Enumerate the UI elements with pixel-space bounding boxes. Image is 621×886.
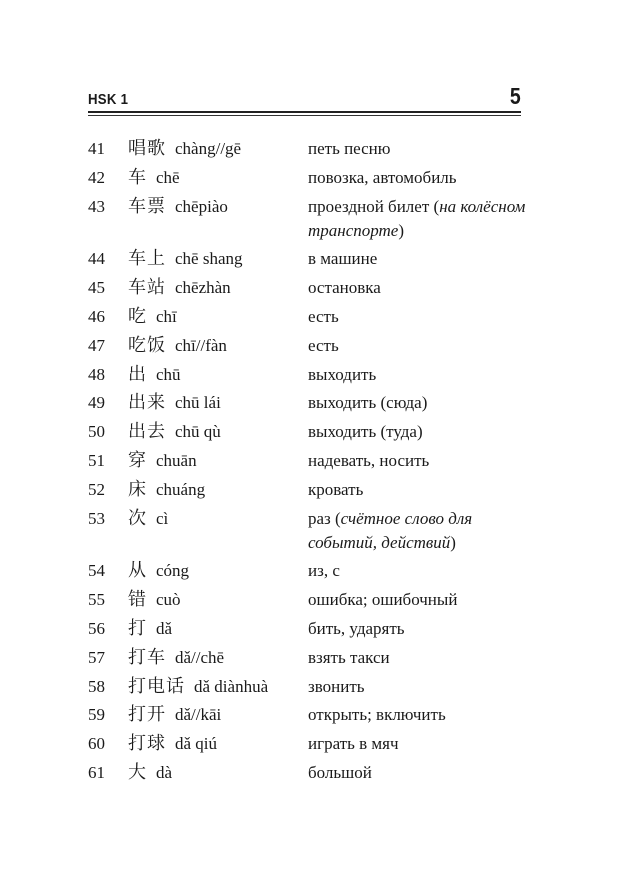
page-number: 5	[510, 83, 521, 109]
vocab-entry	[88, 478, 528, 507]
entry-hanzi: 车票	[128, 195, 166, 217]
entry-translation	[308, 703, 528, 727]
entry-number: 42	[88, 167, 105, 187]
entry-number: 48	[88, 364, 105, 384]
entry-pinyin: cuò	[156, 590, 181, 610]
translation-text: выходить	[308, 364, 377, 384]
entry-hanzi: 打球	[128, 733, 166, 755]
vocab-entry	[88, 588, 528, 617]
translation-note: счётное слово для событий, действий	[308, 508, 473, 552]
entry-translation	[308, 617, 528, 641]
translation-text: проездной билет (	[308, 196, 440, 216]
entry-pinyin: chuáng	[156, 479, 206, 499]
entry-hanzi: 大	[128, 761, 147, 783]
entry-pinyin: chū	[156, 364, 181, 384]
entry-translation	[308, 559, 528, 583]
entry-hanzi: 车上	[128, 248, 166, 270]
vocab-entry	[88, 363, 528, 392]
entry-number: 43	[88, 196, 105, 216]
translation-text: взять такси	[308, 647, 390, 667]
entry-number: 56	[88, 618, 105, 638]
entry-hanzi: 吃饭	[128, 334, 166, 356]
entry-translation	[308, 675, 528, 699]
entry-translation	[308, 507, 528, 555]
section-label: HSK 1	[88, 91, 129, 108]
entry-pinyin: dǎ qiú	[175, 734, 218, 754]
translation-text: остановка	[308, 278, 381, 298]
entry-hanzi: 错	[128, 589, 147, 611]
vocab-entry	[88, 732, 528, 761]
entry-pinyin: chuān	[156, 450, 197, 470]
translation-text: повозка, автомобиль	[308, 167, 457, 187]
vocab-entry	[88, 449, 528, 478]
entry-number: 44	[88, 249, 105, 269]
entry-number: 51	[88, 450, 105, 470]
entry-number: 57	[88, 647, 105, 667]
translation-text: в машине	[308, 249, 378, 269]
translation-closing: )	[450, 532, 456, 552]
entry-pinyin: dǎ diànhuà	[194, 676, 269, 696]
entry-hanzi: 次	[128, 507, 147, 529]
vocab-entry	[88, 420, 528, 449]
entry-hanzi: 车站	[128, 277, 166, 299]
entry-pinyin: dǎ	[156, 618, 173, 638]
entry-pinyin: dà	[156, 762, 173, 782]
entry-number: 60	[88, 734, 105, 754]
entry-pinyin: cóng	[156, 561, 190, 581]
entry-hanzi: 床	[128, 478, 147, 500]
vocab-entry	[88, 276, 528, 305]
entry-translation	[308, 646, 528, 670]
translation-text: петь песню	[308, 139, 391, 158]
translation-text: выходить (туда)	[308, 422, 423, 442]
entry-translation	[308, 761, 528, 785]
entry-translation	[308, 391, 528, 415]
entry-pinyin: chēzhàn	[175, 278, 231, 298]
header-rule-thin	[88, 115, 521, 116]
vocab-entry	[88, 166, 528, 195]
entry-translation	[308, 334, 528, 358]
vocab-entry	[88, 617, 528, 646]
translation-text: открыть; включить	[308, 705, 446, 725]
entry-translation	[308, 363, 528, 387]
entry-pinyin: chū lái	[175, 393, 221, 413]
vocab-entry	[88, 703, 528, 732]
entry-translation	[308, 195, 528, 243]
vocab-entry	[88, 761, 528, 790]
entry-translation	[308, 247, 528, 271]
translation-text: большой	[308, 762, 372, 782]
entry-translation	[308, 276, 528, 300]
entry-number: 52	[88, 479, 105, 499]
vocabulary-list	[88, 137, 528, 790]
entry-hanzi: 吃	[128, 305, 147, 327]
entry-number: 59	[88, 705, 105, 725]
entry-pinyin: chī//fàn	[175, 335, 227, 355]
entry-hanzi: 出去	[128, 421, 166, 443]
entry-translation	[308, 449, 528, 473]
entry-number: 41	[88, 139, 105, 158]
entry-hanzi: 打电话	[128, 675, 185, 697]
vocab-entry	[88, 646, 528, 675]
entry-translation	[308, 478, 528, 502]
entry-hanzi: 打	[128, 617, 147, 639]
vocab-entry	[88, 305, 528, 334]
entry-number: 49	[88, 393, 105, 413]
header-rule-thick	[88, 111, 521, 113]
translation-text: ошибка; ошибочный	[308, 590, 458, 610]
entry-hanzi: 车	[128, 166, 147, 188]
entry-number: 55	[88, 590, 105, 610]
translation-closing: )	[398, 220, 405, 240]
entry-translation	[308, 732, 528, 756]
entry-number: 53	[88, 508, 105, 528]
entry-number: 45	[88, 278, 105, 298]
vocab-entry	[88, 507, 528, 560]
entry-hanzi: 穿	[128, 449, 147, 471]
entry-number: 61	[88, 762, 105, 782]
entry-translation	[308, 305, 528, 329]
entry-translation	[308, 137, 528, 161]
running-header	[88, 82, 521, 112]
entry-number: 58	[88, 676, 105, 696]
vocab-entry	[88, 675, 528, 704]
vocab-entry	[88, 334, 528, 363]
entry-translation	[308, 420, 528, 444]
vocab-entry	[88, 559, 528, 588]
translation-text: выходить (сюда)	[308, 393, 428, 413]
entry-pinyin: chēpiào	[175, 196, 228, 216]
vocab-entry	[88, 391, 528, 420]
vocab-entry	[88, 247, 528, 276]
entry-pinyin: chē	[156, 167, 180, 187]
translation-text: надевать, носить	[308, 450, 430, 470]
entry-pinyin: dǎ//chē	[175, 647, 225, 667]
entry-translation	[308, 588, 528, 612]
translation-note: на колёсном транспорте	[308, 196, 526, 240]
entry-number: 47	[88, 335, 105, 355]
entry-number: 50	[88, 422, 105, 442]
entry-pinyin: chē shang	[175, 249, 243, 269]
entry-pinyin: chī	[156, 306, 177, 326]
entry-hanzi: 打开	[128, 704, 166, 726]
translation-text: из, с	[308, 561, 340, 581]
entry-number: 54	[88, 561, 105, 581]
entry-hanzi: 从	[128, 560, 147, 582]
entry-translation	[308, 166, 528, 190]
entry-hanzi: 出	[128, 363, 147, 385]
translation-text: есть	[308, 335, 339, 355]
translation-text: играть в мяч	[308, 734, 399, 754]
entry-number: 46	[88, 306, 105, 326]
entry-pinyin: cì	[156, 508, 169, 528]
translation-text: раз (	[308, 508, 341, 528]
vocab-entry	[88, 195, 528, 248]
entry-hanzi: 唱歌	[128, 138, 166, 159]
translation-text: кровать	[308, 479, 364, 499]
translation-text: бить, ударять	[308, 618, 405, 638]
entry-pinyin: chū qù	[175, 422, 221, 442]
entry-pinyin: dǎ//kāi	[175, 705, 222, 725]
translation-text: есть	[308, 306, 339, 326]
entry-hanzi: 出来	[128, 392, 166, 414]
translation-text: звонить	[308, 676, 365, 696]
vocab-entry	[88, 137, 528, 166]
entry-hanzi: 打车	[128, 646, 166, 668]
entry-pinyin: chàng//gē	[175, 139, 242, 158]
